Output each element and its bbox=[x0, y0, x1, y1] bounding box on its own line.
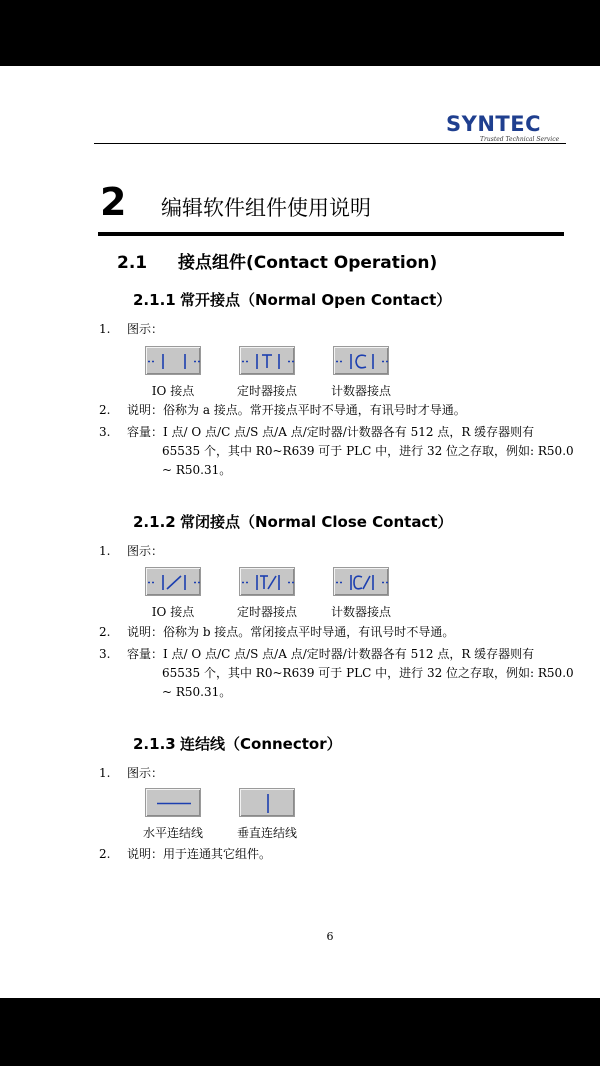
timer-nc-contact-icon bbox=[240, 568, 296, 597]
list-text: 图示： bbox=[127, 544, 164, 558]
subsection-number: 2.1.3 bbox=[133, 735, 176, 753]
timer-nc-contact-icon bbox=[239, 567, 295, 596]
chapter-title: 编辑软件组件使用说明 bbox=[161, 196, 371, 220]
chapter-number: 2 bbox=[100, 180, 127, 224]
timer-no-contact-icon bbox=[240, 347, 296, 376]
list-number: 3. bbox=[99, 647, 111, 661]
list-number: 1. bbox=[99, 544, 111, 558]
section-title: 接点组件(Contact Operation) bbox=[178, 253, 438, 273]
section-number: 2.1 bbox=[117, 253, 148, 273]
logo-wordmark: SYNTEC bbox=[446, 112, 541, 136]
nc-contact-icon bbox=[145, 567, 201, 596]
no-contact-icon bbox=[146, 347, 202, 376]
list-text: 容量：I 点/ O 点/C 点/S 点/A 点/定时器/计数器各有 512 点，R 缓存器则有 bbox=[127, 647, 535, 661]
list-text: 说明：俗称为 a 接点。常开接点平时不导通，有讯号时才导通。 bbox=[127, 403, 466, 417]
counter-nc-contact-icon bbox=[333, 567, 389, 596]
counter-no-contact-icon bbox=[333, 346, 389, 375]
icon-caption: IO 接点 bbox=[151, 384, 195, 398]
no-contact-icon bbox=[145, 346, 201, 375]
page-number: 6 bbox=[326, 930, 334, 943]
chapter-rule bbox=[98, 232, 564, 236]
timer-no-contact-icon bbox=[239, 346, 295, 375]
list-text: 图示： bbox=[127, 322, 164, 336]
icon-caption: 定时器接点 bbox=[236, 384, 297, 398]
top-black-band bbox=[0, 0, 600, 66]
vertical-connector-icon bbox=[240, 789, 296, 818]
horizontal-connector-icon bbox=[145, 788, 201, 817]
subsection-title: 常闭接点（Normal Close Contact） bbox=[180, 513, 453, 531]
list-text-continued: ~ R50.31。 bbox=[162, 463, 232, 477]
list-number: 2. bbox=[99, 625, 111, 639]
subsection-title: 连结线（Connector） bbox=[180, 735, 342, 753]
list-number: 2. bbox=[99, 403, 111, 417]
list-number: 1. bbox=[99, 322, 111, 336]
icon-caption: 水平连结线 bbox=[142, 826, 203, 840]
icon-caption: 定时器接点 bbox=[236, 605, 297, 619]
list-text: 容量：I 点/ O 点/C 点/S 点/A 点/定时器/计数器各有 512 点，R 缓存器则有 bbox=[127, 425, 535, 439]
icon-caption: 垂直连结线 bbox=[236, 826, 297, 840]
icon-caption: 计数器接点 bbox=[330, 384, 391, 398]
list-text: 说明：俗称为 b 接点。常闭接点平时导通，有讯号时不导通。 bbox=[127, 625, 455, 639]
header-rule bbox=[94, 143, 566, 144]
subsection-title: 常开接点（Normal Open Contact） bbox=[180, 291, 452, 309]
subsection-number: 2.1.1 bbox=[133, 291, 176, 309]
icon-caption: IO 接点 bbox=[151, 605, 195, 619]
bottom-black-band bbox=[0, 998, 600, 1066]
list-number: 2. bbox=[99, 847, 111, 861]
list-text-continued: 65535 个，其中 R0~R639 可于 PLC 中，进行 32 位之存取，例如: R50.0 bbox=[162, 666, 574, 680]
list-text: 图示： bbox=[127, 766, 164, 780]
list-text-continued: 65535 个，其中 R0~R639 可于 PLC 中，进行 32 位之存取，例如: R50.0 bbox=[162, 444, 574, 458]
subsection-number: 2.1.2 bbox=[133, 513, 176, 531]
logo-tagline: Trusted Technical Service bbox=[480, 136, 560, 143]
counter-nc-contact-icon bbox=[334, 568, 390, 597]
counter-no-contact-icon bbox=[334, 347, 390, 376]
list-text-continued: ~ R50.31。 bbox=[162, 685, 232, 699]
list-number: 1. bbox=[99, 766, 111, 780]
icon-caption: 计数器接点 bbox=[330, 605, 391, 619]
syntec-logo bbox=[446, 112, 564, 146]
list-number: 3. bbox=[99, 425, 111, 439]
nc-contact-icon bbox=[146, 568, 202, 597]
list-text: 说明：用于连通其它组件。 bbox=[127, 847, 272, 861]
horizontal-connector-icon bbox=[146, 789, 202, 818]
vertical-connector-icon bbox=[239, 788, 295, 817]
